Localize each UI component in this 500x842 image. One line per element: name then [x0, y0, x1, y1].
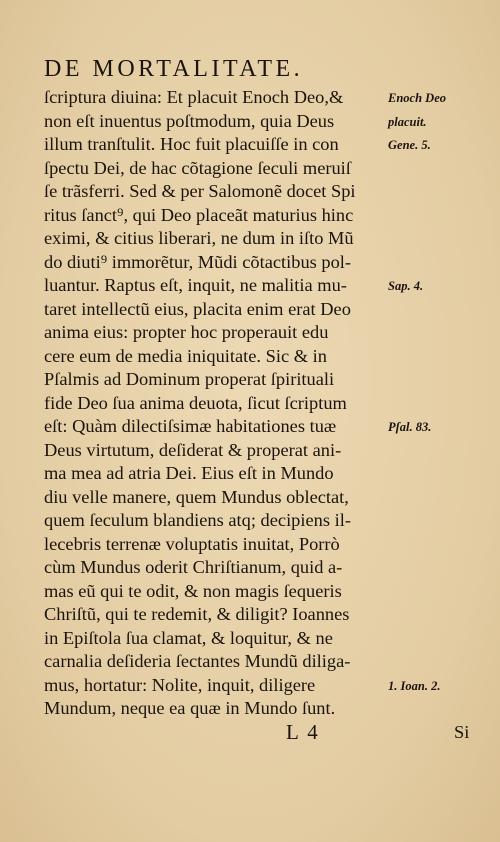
text-line: eſt: Quàm dilectiſsimæ habitationes tuæ	[44, 416, 337, 436]
running-title: DE MORTALITATE.	[44, 56, 304, 82]
catchword: Si	[454, 722, 470, 742]
margin-note: Enoch Deo	[388, 91, 446, 105]
text-line: carnalia deſideria ſectantes Mundũ diliga-	[44, 651, 351, 671]
text-line: cere eum de media iniquitate. Sic & in	[44, 345, 327, 366]
text-line: taret intellectũ eius, placita enim erat Deo	[44, 298, 351, 319]
text-line: ſe trãsferri. Sed & per Salomonẽ docet Spi	[44, 181, 356, 201]
margin-note: 1. Ioan. 2.	[388, 678, 441, 693]
text-line: cùm Mundus oderit Chriſtianum, quid a-	[44, 557, 343, 577]
text-line: mus, hortatur: Nolite, inquit, diligere	[44, 674, 316, 695]
text-line: Chriſtũ, qui te redemit, & diligit? Ioannes	[44, 604, 350, 624]
text-line: in Epiſtola ſua clamat, & loquitur, & ne	[44, 627, 333, 648]
text-line: luantur. Raptus eſt, inquit, ne malitia mu-	[44, 275, 347, 295]
text-line: eximi, & citius liberari, ne dum in iſto Mũ	[44, 228, 354, 248]
margin-note: Gene. 5.	[388, 138, 431, 152]
main-text-block	[44, 86, 384, 721]
text-line: mas eũ qui te odit, & non magis ſequeris	[44, 580, 342, 601]
text-line: do diuti⁹ immorẽtur, Mũdi cõtactibus pol-	[44, 251, 352, 272]
text-line: ſcriptura diuina: Et placuit Enoch Deo,&	[44, 87, 344, 107]
text-line: Pſalmis ad Dominum properat ſpirituali	[44, 369, 335, 389]
signature-mark: L 4	[286, 720, 320, 744]
text-line: diu velle manere, quem Mundus oblectat,	[44, 486, 349, 507]
text-line: anima eius: propter hoc properauit edu	[44, 322, 329, 342]
text-line: ma mea ad atria Dei. Eius eſt in Mundo	[44, 463, 334, 483]
text-line: non eſt inuentus poſtmodum, quia Deus	[44, 110, 335, 131]
text-line: lecebris terrenæ voluptatis inuitat, Porrò	[44, 533, 340, 554]
margin-note: placuit.	[388, 114, 427, 129]
text-line: ritus ſanct⁹, qui Deo placeãt maturius hinc	[44, 204, 354, 225]
margin-note: Pſal. 83.	[388, 420, 432, 434]
text-line: Mundum, neque ea quæ in Mundo ſunt.	[44, 698, 336, 718]
text-line: ſpectu Dei, de hac cõtagione ſeculi meruiſ	[44, 157, 351, 178]
text-line: quem ſeculum blandiens atq; decipiens il-	[44, 510, 351, 530]
text-line: illum tranſtulit. Hoc fuit placuiſſe in con	[44, 134, 339, 154]
text-line: fide Deo ſua anima deuota, ſicut ſcriptum	[44, 392, 347, 413]
margin-note: Sap. 4.	[388, 279, 424, 293]
text-line: Deus virtutum, deſiderat & properat ani-	[44, 439, 342, 460]
